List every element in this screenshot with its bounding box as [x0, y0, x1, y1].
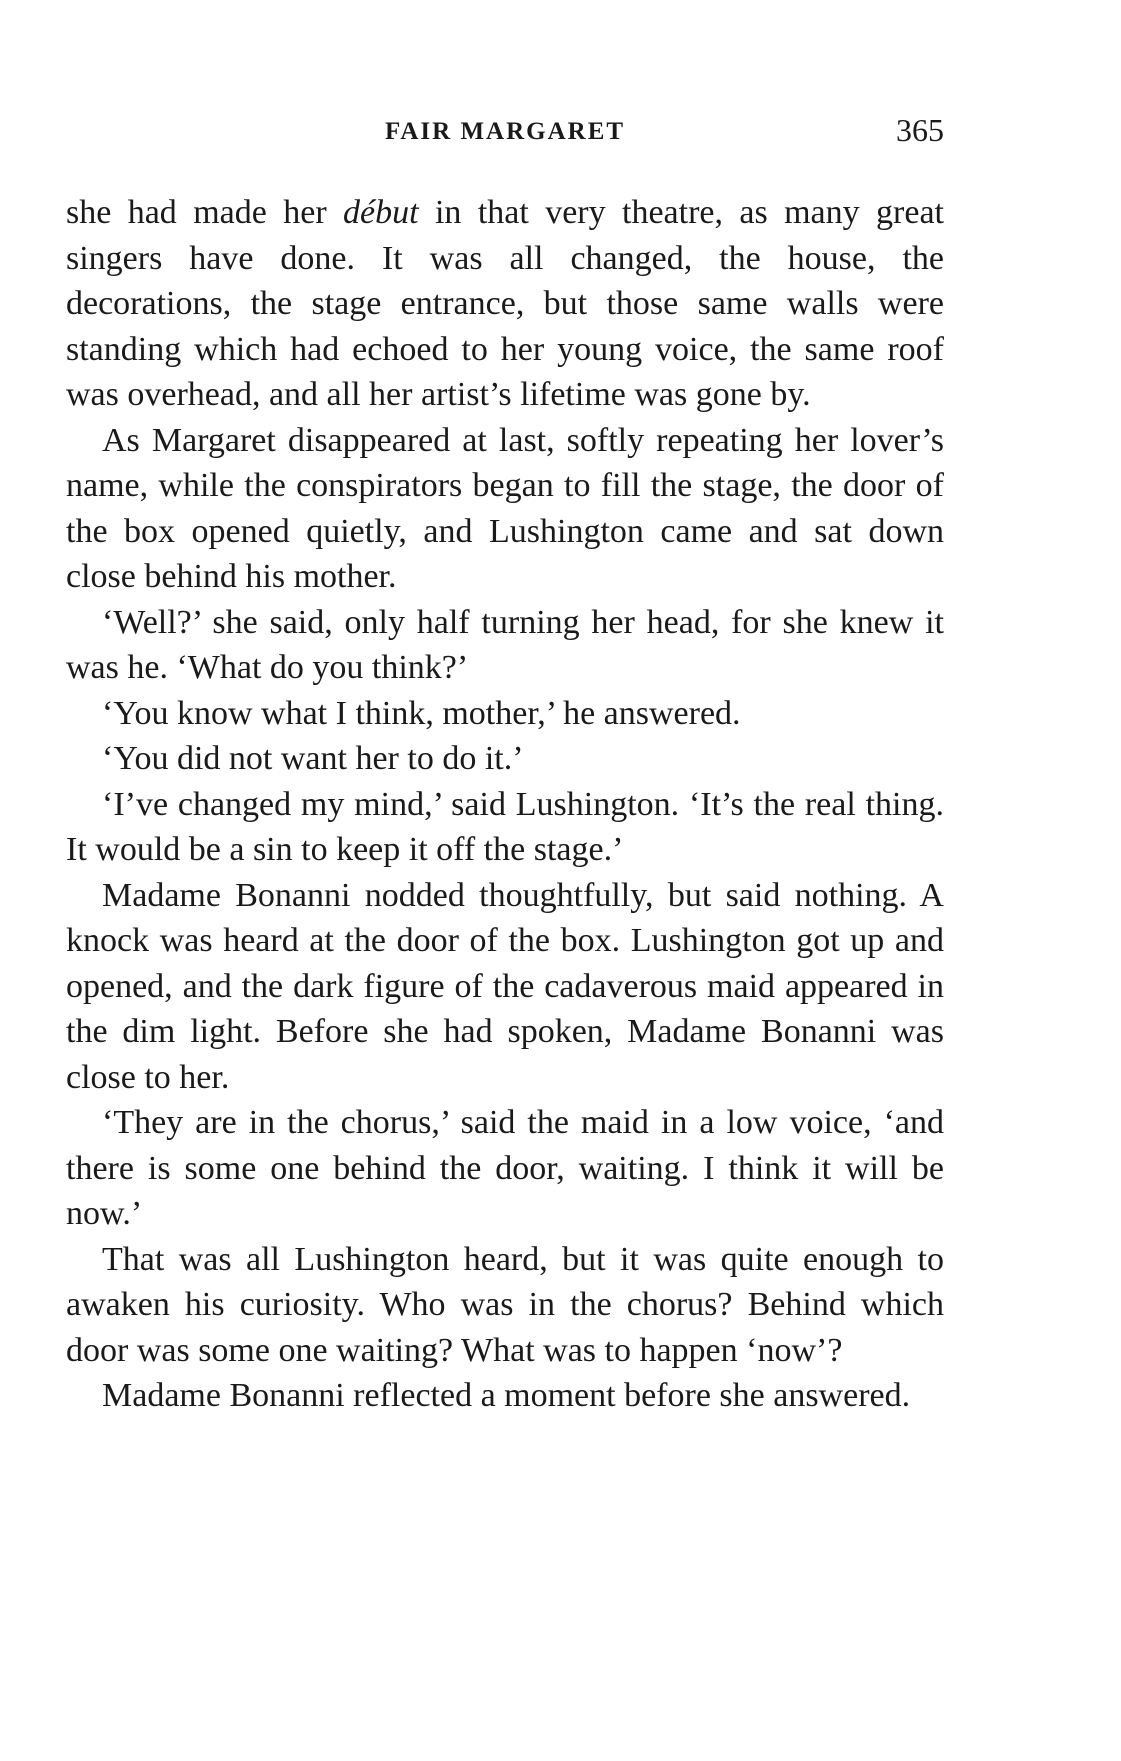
paragraph: ‘You know what I think, mother,’ he answered.	[102, 694, 741, 732]
running-title: FAIR MARGARET	[384, 118, 626, 145]
italic-word: début	[343, 194, 419, 231]
paragraph: As Margaret disappeared at last, softly repeating her lover’s name, while the conspirators began to fill the stage, the door of the box opened quietly, and Lushington came and sat down close behind his mother.	[66, 421, 944, 595]
paragraph	[66, 190, 944, 418]
paragraph: ‘I’ve changed my mind,’ said Lushington. ‘It’s the real thing. It would be a sin to keep it off the stage.’	[66, 785, 944, 868]
paragraph: ‘They are in the chorus,’ said the maid in a low voice, ‘and there is some one behind the door, waiting. I think it will be now.’	[66, 1104, 944, 1232]
paragraph: That was all Lushington heard, but it was quite enough to awaken his curiosity. Who was in the chorus? Behind which door was some one waiting? What was to happen ‘now’?	[66, 1240, 944, 1369]
page-number: 365	[896, 112, 944, 148]
paragraph: ‘Well?’ she said, only half turning her head, for she knew it was he. ‘What do you think?’	[66, 603, 944, 686]
paragraph: Madame Bonanni reflected a moment before she answered.	[102, 1377, 911, 1414]
body-text	[66, 190, 944, 1419]
paragraph-text: she had made her	[66, 194, 344, 231]
paragraph-text: in that very theatre, as many great singers have done. It was all changed, the house, the decorations, the stage entrance, but those same walls were standing which had echoed to her young voice, the same roof was overhead, and all her artist’s lifetime was gone by.	[66, 194, 944, 413]
paragraph: ‘You did not want her to do it.’	[102, 740, 524, 777]
running-head	[66, 112, 944, 152]
paragraph: Madame Bonanni nodded thoughtfully, but said nothing. A knock was heard at the door of the box. Lushington got up and opened, and the dark figure of the cadaverous maid appeared in the dim light. Before she had spoken, Madame Bonanni was close to her.	[66, 876, 944, 1096]
